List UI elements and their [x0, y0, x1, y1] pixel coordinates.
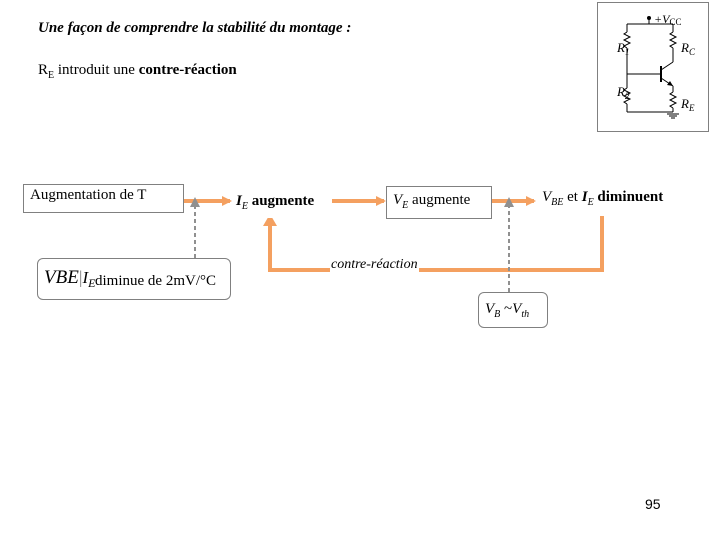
rc-label: $R_C$	[681, 40, 695, 57]
re-symbol-sub: E	[48, 70, 55, 81]
re-statement-bold: contre-réaction	[138, 62, 237, 78]
box-temperature-text: Augmentation de T	[30, 187, 147, 203]
r1-label: $R_1$	[617, 40, 630, 57]
vbe-ie-mid: et	[563, 189, 582, 205]
vbe-note-ie-var: I	[82, 268, 89, 287]
vcc-label: +VCC	[654, 12, 682, 27]
feedback-label: contre-réaction	[331, 257, 418, 272]
box-ve-increase	[386, 186, 492, 219]
slide-title: Une façon de comprendre la stabilité du montage :	[38, 20, 352, 36]
ve-text: augmente	[408, 192, 471, 208]
vth-var: V	[512, 301, 522, 317]
vth-sub: th	[521, 309, 530, 320]
box-vb-vth	[478, 292, 548, 328]
ve-var: V	[393, 192, 403, 208]
vbe-var: V	[542, 189, 552, 205]
vbe-note-var: VBE	[44, 267, 79, 288]
ie-var: I	[236, 193, 242, 209]
re-label: $R_E$	[681, 96, 695, 113]
vbe-sub: BE	[551, 197, 564, 208]
ie2-var: I	[581, 189, 588, 205]
box-vbe-temperature-note	[37, 258, 231, 300]
vb-var: V	[485, 301, 495, 317]
ie-sub: E	[241, 201, 248, 212]
ie-text: augmente	[247, 193, 315, 209]
re-statement-middle: introduit une	[54, 62, 139, 78]
box-temperature-increase	[23, 184, 184, 213]
vbe-note-text: diminue de 2mV/°C	[95, 273, 216, 289]
re-symbol: R	[38, 62, 49, 78]
vbe-ie-text: diminuent	[593, 189, 664, 205]
ie2-sub: E	[587, 197, 594, 208]
vbe-note-ie-sub: E	[88, 276, 96, 290]
r2-label: $R_2$	[617, 84, 630, 101]
vb-sub: B	[494, 309, 501, 320]
box-vbe-ie-decrease	[536, 185, 692, 216]
box-ie-increase	[232, 189, 332, 218]
page-number: 95	[645, 496, 661, 512]
feedback-loop-line	[270, 214, 602, 270]
vbe-note-sep: |	[78, 267, 83, 287]
ve-sub: E	[402, 200, 409, 211]
vb-approx: ~	[500, 301, 513, 317]
